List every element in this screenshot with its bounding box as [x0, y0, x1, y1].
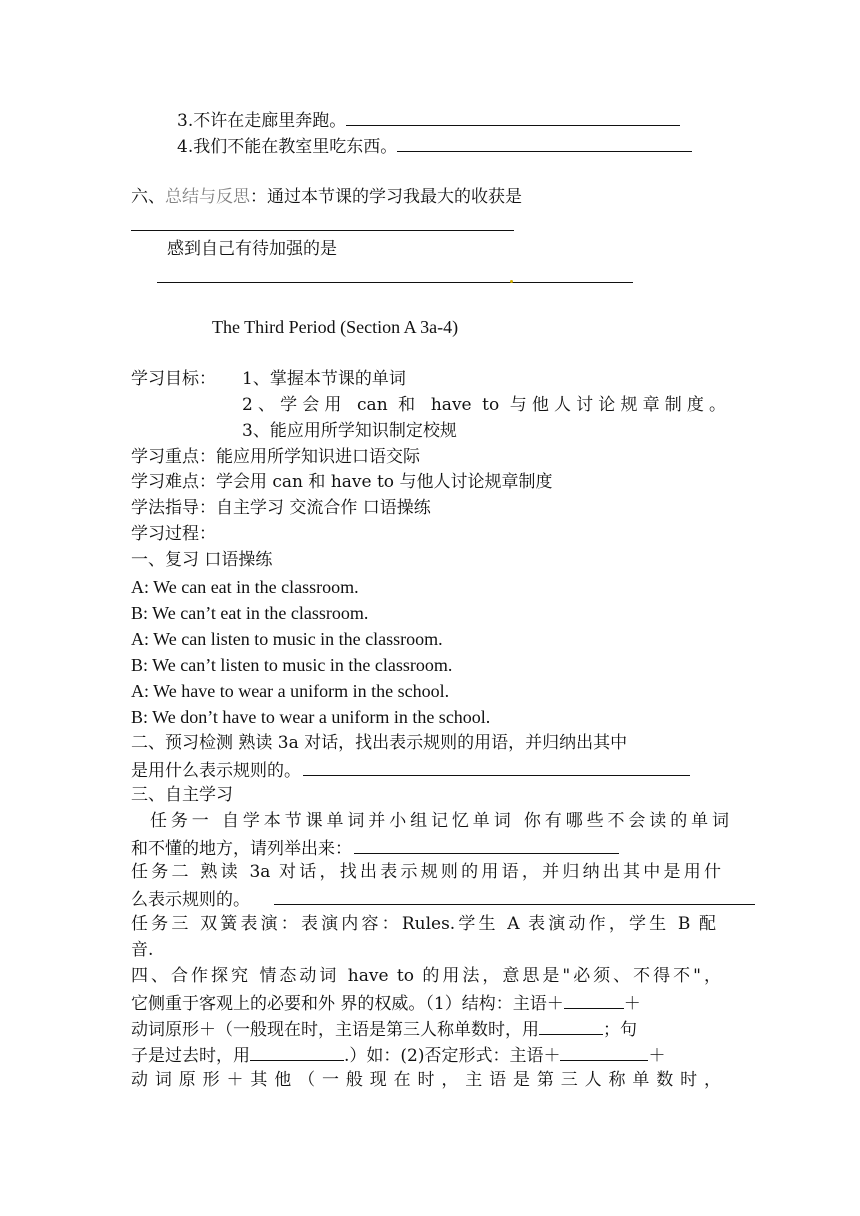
section-4-line-3 [131, 1017, 637, 1041]
task-3-line-2: 音. [131, 940, 154, 960]
goal-1: 1、掌握本节课的单词 [242, 369, 406, 389]
section-3-heading: 三、自主学习 [131, 785, 233, 805]
section-4-text: 动词原形＋（一般现在时，主语是第三人称单数时，用 [131, 1020, 539, 1040]
answer-blank[interactable] [397, 134, 692, 152]
goals-row-1 [131, 368, 216, 390]
task-2-text: 么表示规则的。 [131, 890, 250, 910]
question-4 [177, 134, 692, 158]
answer-blank[interactable] [274, 887, 755, 905]
dialogue-line: A: We can eat in the classroom. [131, 577, 359, 597]
summary-number: 六、 [131, 187, 165, 207]
question-4-text: 4.我们不能在教室里吃东西。 [177, 137, 398, 157]
section-4-text: ；句 [603, 1020, 637, 1040]
dialogue-line: B: We can’t eat in the classroom. [131, 603, 369, 623]
section-4-line-4 [131, 1043, 665, 1067]
task-2-line-1: 任务二 熟读 3a 对话，找出表示规则的用语，并归纳出其中是用什 [131, 862, 721, 882]
improve-text: 感到自己有待加强的是 [167, 239, 337, 259]
task-1-line-1: 任务一 自学本节课单词并小组记忆单词 你有哪些不会读的单词 [150, 811, 729, 831]
dialogue-line: B: We don’t have to wear a uniform in the school. [131, 707, 491, 727]
answer-blank[interactable] [560, 1043, 648, 1061]
difficulties: 学习难点：学会用 can 和 have to 与他人讨论规章制度 [131, 472, 553, 492]
section-2-line-2 [131, 758, 690, 782]
section-2-line-1: 二、预习检测 熟读 3a 对话，找出表示规则的用语，并归纳出其中 [131, 733, 628, 753]
summary-blank-line [131, 213, 514, 237]
dialogue-line: B: We can’t listen to music in the classroom. [131, 655, 453, 675]
section-4-text: ＋ [648, 1046, 666, 1066]
dialogue-line: A: We can listen to music in the classroom. [131, 629, 443, 649]
task-1-line-2 [131, 836, 619, 860]
process-heading: 学习过程： [131, 524, 216, 544]
summary-heading [131, 186, 522, 208]
section-4-text: ＋ [623, 994, 641, 1014]
section-4-line-2 [131, 991, 641, 1015]
key-points: 学习重点：能应用所学知识进口语交际 [131, 447, 420, 467]
section-4-line-1: 四、合作探究 情态动词 have to 的用法，意思是"必须、不得不"， [131, 966, 721, 986]
answer-blank[interactable] [564, 991, 624, 1009]
section-4-text: .）如：(2)否定形式：主语＋ [344, 1046, 561, 1066]
summary-label: 总结与反思 [165, 187, 250, 207]
section-2-text: 是用什么表示规则的。 [131, 761, 301, 781]
improve-blank-line [157, 265, 633, 289]
dialogue-line: A: We have to wear a uniform in the school. [131, 681, 450, 701]
answer-blank[interactable] [131, 213, 514, 231]
section-4-text: 它侧重于客观上的必要和外 界的权威。（1）结构：主语＋ [131, 994, 564, 1014]
answer-blank[interactable] [303, 758, 690, 776]
answer-blank[interactable] [346, 108, 680, 126]
section-4-line-5: 动词原形＋其他（一般现在时，主语是第三人称单数时， [131, 1070, 721, 1090]
section-4-text: 子是过去时，用 [131, 1046, 250, 1066]
decorative-dot [510, 280, 513, 283]
improve-line [167, 238, 337, 260]
answer-blank[interactable] [354, 836, 619, 854]
answer-blank[interactable] [250, 1043, 344, 1061]
answer-blank[interactable] [539, 1017, 603, 1035]
question-3-text: 3.不许在走廊里奔跑。 [177, 111, 347, 131]
goal-3: 3、能应用所学知识制定校规 [242, 421, 457, 441]
section-1-heading: 一、复习 口语操练 [131, 550, 273, 570]
task-2-line-2 [131, 887, 755, 911]
study-method: 学法指导：自主学习 交流合作 口语操练 [131, 498, 431, 518]
period-title: The Third Period (Section A 3a-4) [212, 317, 459, 337]
goal-2: 2、学会用 can 和 have to 与他人讨论规章制度。 [242, 395, 726, 415]
task-1-text: 和不懂的地方，请列举出来： [131, 839, 352, 859]
question-3 [177, 108, 680, 132]
summary-text: ：通过本节课的学习我最大的收获是 [250, 187, 522, 207]
goals-label: 学习目标： [131, 369, 216, 389]
task-3-line-1: 任务三 双簧表演：表演内容：Rules.学生 A 表演动作，学生 B 配 [131, 914, 716, 934]
answer-blank[interactable] [157, 265, 633, 283]
